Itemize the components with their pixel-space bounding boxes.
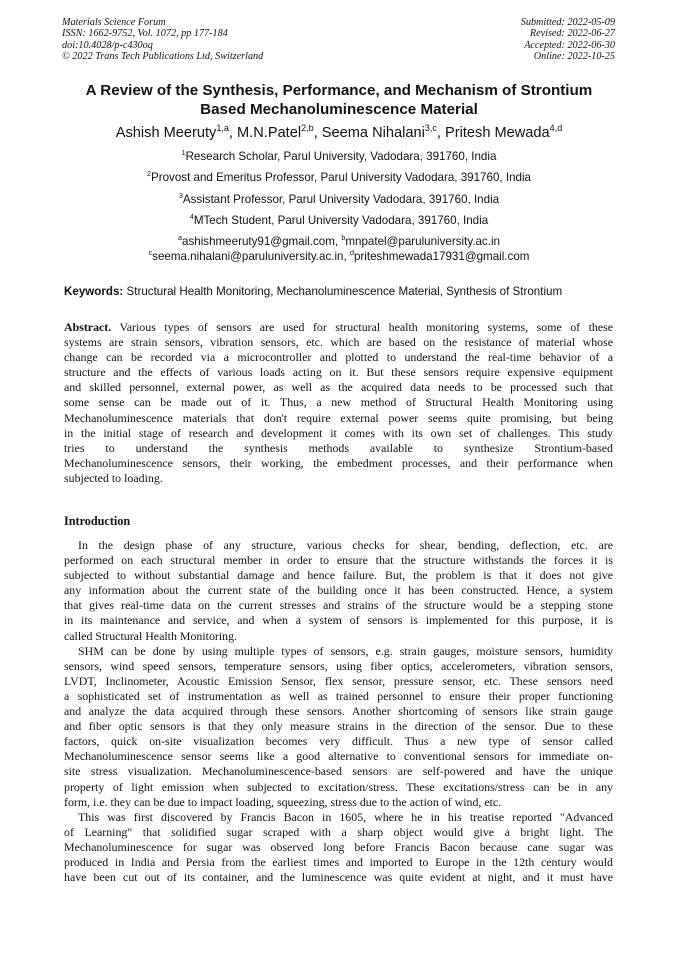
email-line-1: $^a$ashishmeeruty91@gmail.com, $^b$mnpatel@paruluniversity.ac.in bbox=[178, 233, 500, 248]
paragraph-line: in its maintenance and service, and when a system of sensors is implemented for this purpose, it is bbox=[64, 613, 613, 628]
paragraph-line: This was first discovered by Francis Bacon in 1605, where he in his treatise reported "Advanced bbox=[78, 809, 613, 824]
abstract-line bbox=[64, 320, 613, 335]
author-list bbox=[40, 124, 638, 142]
paragraph-line: any information about the current state of the building once it has been constructed. Hence, a system bbox=[64, 583, 613, 598]
paragraph-line: and fiber optic sensors is that they only measure strains in the direction of the sensor. Due to these bbox=[64, 719, 613, 734]
abstract-line: Mechanoluminescence sensors, their working, the embedment processes, and their performance when bbox=[64, 455, 613, 470]
paragraph-line: called Structural Health Monitoring. bbox=[64, 628, 238, 643]
journal-info bbox=[62, 17, 263, 63]
paragraph-line: Mechanoluminescence sensor seems like a good alternative to conventional sensors for immediate on- bbox=[64, 749, 613, 764]
affiliation-1 bbox=[40, 150, 638, 164]
author-name: M.N.Patel bbox=[237, 125, 302, 141]
email-sup: a bbox=[178, 233, 183, 243]
journal-header bbox=[62, 17, 615, 63]
abstract-label: Abstract. bbox=[64, 320, 112, 334]
date-revised: Revised: 2022-06-27 bbox=[529, 28, 615, 40]
email-sup: d bbox=[349, 248, 354, 258]
affiliation-sup: 4 bbox=[189, 212, 194, 222]
paragraph-line: performed on each structural member in order to ensure that the structure withstands the forces it is bbox=[64, 553, 613, 568]
title-line: Based Mechanoluminescence Material bbox=[200, 100, 478, 118]
email-a[interactable]: ashishmeeruty91@gmail.com bbox=[182, 235, 335, 248]
affiliation-sup: 1 bbox=[181, 148, 186, 158]
abstract-line: systems are strain sensors, vibration sensors, etc. which are based on the resistance of material whose bbox=[64, 335, 613, 350]
paragraph-line: a sophisticated set of instrumentation as well as trained personnel to ensure their proper functioning bbox=[64, 688, 613, 703]
abstract bbox=[64, 320, 613, 486]
email-d[interactable]: priteshmewada17931@gmail.com bbox=[353, 250, 530, 263]
affiliation-2 bbox=[40, 171, 638, 185]
paragraph-line: In the design phase of any structure, various checks for shear, bending, deflection, etc. are bbox=[78, 538, 613, 552]
abstract-line: some sense can be made out of it. Thus, a new method of Structural Health Monitoring using bbox=[64, 395, 613, 410]
paragraph-line: factors, quick on-site visualization becomes very difficult. Thus a new type of sensor called bbox=[64, 734, 613, 749]
paragraph-line: Mechanoluminescence for sugar was observed long before Francis Bacon because cane sugar was bbox=[64, 839, 613, 854]
date-submitted: Submitted: 2022-05-09 bbox=[520, 17, 615, 28]
paragraph-line: and analyze the data acquired through these sensors. Another shortcoming of sensors like strain gauge bbox=[64, 704, 613, 719]
abstract-line: change can be recorded via a microcontroller and plotted to understand the real-time behavior of a bbox=[64, 350, 613, 365]
author-name: Pritesh Mewada bbox=[445, 125, 550, 141]
date-accepted: Accepted: 2022-06-30 bbox=[524, 39, 615, 51]
affiliation-text: Research Scholar, Parul University, Vadodara, 391760, India bbox=[185, 150, 497, 163]
affiliation-4 bbox=[40, 214, 638, 228]
paragraph-line: site stress visualization. Mechanoluminescence-based sensors are self-powered and have the unique bbox=[64, 764, 613, 779]
date-online: Online: 2022-10-25 bbox=[533, 51, 615, 63]
author-separator: , bbox=[313, 125, 322, 141]
author-separator: , bbox=[228, 125, 238, 141]
author-sup: 1,a bbox=[216, 123, 229, 134]
affiliation-sup: 3 bbox=[178, 191, 183, 201]
abstract-line: and skilled personnel, external power, as well as the acquired data needs to be processed such that bbox=[64, 380, 613, 395]
paragraph-line: produced in India and Persia from the earliest times and imported to Europe in the 12th century would bbox=[64, 854, 613, 869]
author-name: Ashish Meeruty bbox=[115, 125, 217, 141]
section-heading-introduction: Introduction bbox=[64, 514, 131, 528]
paragraph-line: sensors, wind speed sensors, temperature sensors, using fiber optics, accelerometers, vibration sensors, bbox=[64, 658, 613, 673]
author-sup: 2,b bbox=[301, 123, 314, 134]
keywords-text: Structural Health Monitoring, Mechanoluminescence Material, Synthesis of Strontium bbox=[126, 285, 563, 298]
keywords-label: Keywords: bbox=[64, 285, 124, 298]
journal-doi: doi:10.4028/p-c430oq bbox=[62, 39, 153, 51]
affiliation-text: Provost and Emeritus Professor, Parul University Vadodara, 391760, India bbox=[150, 171, 531, 184]
abstract-line: in the initial stage of research and development it comes with its own set of challenges. This study bbox=[64, 425, 613, 440]
abstract-text: Various types of sensors are used for structural health monitoring systems, some of these bbox=[119, 320, 614, 334]
journal-name: Materials Science Forum bbox=[62, 17, 166, 28]
paragraph-line: that gives real-time data on the current stresses and strains of the structure would be a stepping stone bbox=[64, 598, 613, 613]
paragraph-line: have been cut out of its container, and the luminescence was quite evident at night, and it must have bbox=[64, 870, 613, 885]
paper-title bbox=[40, 82, 638, 119]
journal-issn: ISSN: 1662-9752, Vol. 1072, pp 177-184 bbox=[62, 28, 228, 40]
journal-copyright: © 2022 Trans Tech Publications Ltd, Switzerland bbox=[62, 51, 264, 63]
paragraph-line: subjected to without substantial damage and hence failure. But, the problem is that it does not give bbox=[64, 568, 613, 583]
author-name: Seema Nihalani bbox=[321, 125, 425, 141]
affiliation-sup: 2 bbox=[146, 169, 151, 179]
introduction-body bbox=[64, 538, 613, 885]
author-separator: , bbox=[436, 125, 446, 141]
publication-dates bbox=[521, 17, 615, 63]
email-c[interactable]: seema.nihalani@paruluniversity.ac.in bbox=[152, 250, 344, 263]
abstract-line: subjected to loading. bbox=[64, 470, 163, 485]
paragraph-line: of Learning" that solidified sugar scraped with a sharp object would give a bright light. The bbox=[64, 824, 613, 839]
paragraph-line: LVDT, Inclinometer, Acoustic Emission Sensor, flex sensor, pressure sensor, etc. These sensors need bbox=[64, 673, 613, 688]
title-line: A Review of the Synthesis, Performance, and Mechanism of Strontium bbox=[85, 82, 593, 99]
abstract-line: Mechanoluminescence materials that don't require external power seems quite promising, but being bbox=[64, 410, 613, 425]
paragraph-line: property of light emission when subjected to excitation/stress. These excitations/stress can be in any bbox=[64, 779, 613, 794]
affiliation-3 bbox=[40, 193, 638, 207]
email-b[interactable]: mnpatel@paruluniversity.ac.in bbox=[345, 235, 500, 248]
email-line-2: $^c$seema.nihalani@paruluniversity.ac.in, $^d$priteshmewada17931@gmail.com bbox=[148, 248, 530, 263]
paragraph-line: form, i.e. they can be due to impact loading, squeezing, stress due to the action of wind, etc. bbox=[64, 794, 502, 809]
paragraph-line: SHM can be done by using multiple types of sensors, e.g. strain gauges, moisture sensors, humidity bbox=[78, 643, 613, 658]
email-sup: c bbox=[148, 248, 153, 258]
abstract-line: structure and the effects of various loads acting on it. But these sensors require expensive equipment bbox=[64, 365, 613, 380]
affiliation-text: MTech Student, Parul University Vadodara, 391760, India bbox=[193, 214, 489, 227]
affiliation-text: Assistant Professor, Parul University Vadodara, 391760, India bbox=[182, 193, 500, 206]
keywords bbox=[64, 285, 624, 299]
author-sup: 4,d bbox=[549, 123, 563, 134]
author-sup: 3,c bbox=[424, 123, 437, 134]
email-sup: b bbox=[341, 233, 346, 243]
abstract-line: tries to understand the synthesis methods available to synthesize Strontium-based bbox=[64, 440, 613, 455]
